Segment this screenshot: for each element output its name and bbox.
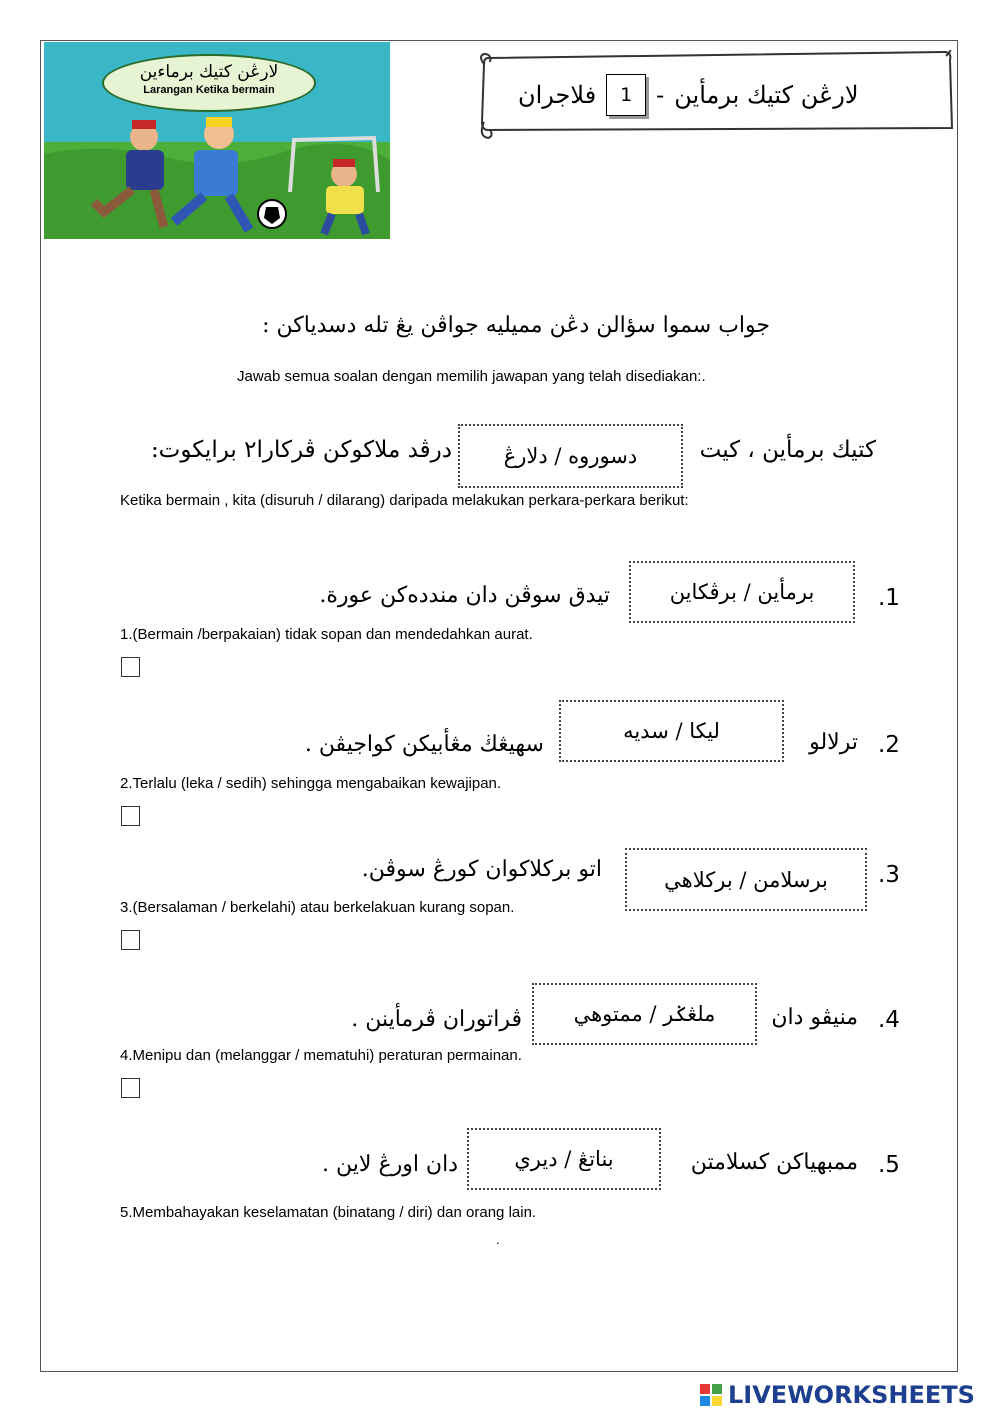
instruction-arabic: جواب سموا سؤالن دڠن مميليه جواڤن يڠ تله دسدياكن :	[262, 313, 770, 338]
liveworksheets-logo	[700, 1380, 975, 1410]
question-1-arabic-after: تيدق سوڤن دان مندده‌كن عورة.	[319, 583, 610, 608]
lesson-title-prefix: فلاجران	[518, 81, 597, 109]
intro-arabic-end: درڤد ملاكوكن ڤركارا٢ برايكوت:	[150, 437, 452, 463]
question-3-number: .3	[878, 862, 900, 888]
question-4-choice-box[interactable]: ملڠݢر / ممتوهي	[532, 983, 757, 1045]
question-2-choice-box[interactable]: ليكا / سديه	[559, 700, 784, 762]
question-4-number: .4	[878, 1007, 900, 1033]
question-1-choice-box[interactable]: برمأين / برڤكاين	[629, 561, 855, 623]
intro-latin: Ketika bermain , kita (disuruh / dilarang) daripada melakukan perkara-perkara berikut:	[120, 492, 689, 509]
question-5-number: .5	[878, 1152, 900, 1178]
question-5-choice-box[interactable]: بناتڠ / ديري	[467, 1128, 661, 1190]
question-5-arabic-after: دان اورڠ لاين .	[322, 1152, 458, 1177]
logo-grid-icon	[700, 1384, 722, 1406]
question-4-checkbox[interactable]	[121, 1078, 140, 1098]
question-3-choice-box[interactable]: برسلامن / بركلاهي	[625, 848, 867, 911]
illustration-caption	[102, 54, 316, 112]
question-2-arabic-after: سهيڠڬ مڠأبيكن كواجيڤن .	[304, 732, 544, 757]
question-2-number: .2	[878, 732, 900, 758]
intro-arabic-start: كتيك برمأين ، كيت	[699, 437, 876, 463]
logo-text: LIVEWORKSHEETS	[728, 1381, 975, 1409]
lesson-title-banner	[478, 50, 954, 142]
lesson-title	[518, 70, 918, 120]
question-1-latin: 1.(Bermain /berpakaian) tidak sopan dan mendedahkan aurat.	[120, 626, 533, 643]
lesson-title-dash: -	[656, 81, 665, 109]
question-2-latin: 2.Terlalu (leka / sedih) sehingga mengabaikan kewajipan.	[120, 775, 502, 792]
lesson-title-topic: لارڠن كتيك برمأين	[674, 81, 859, 109]
question-2-checkbox[interactable]	[121, 806, 140, 826]
illustration-caption-latin: Larangan Ketika bermain	[143, 84, 275, 96]
question-1-number: .1	[878, 585, 900, 611]
intro-choice-box[interactable]: دسوروه / دلارڠ	[458, 424, 683, 488]
question-3-arabic-after: اتو بركلاكوان كورڠ سوڤن.	[361, 857, 602, 882]
lesson-number-box: 1	[606, 74, 646, 116]
footer-dot: .	[496, 1232, 500, 1247]
instruction-latin: Jawab semua soalan dengan memilih jawapan yang telah disediakan:.	[237, 368, 706, 385]
question-4-arabic-after: ڤراتوران ڤرمأينن .	[351, 1007, 522, 1032]
kids-playing-illustration	[44, 42, 390, 239]
illustration-caption-arabic: لارڠن كتيك برماءين	[139, 62, 279, 82]
question-4-arabic-before: منيڤو دان	[771, 1005, 858, 1030]
question-2-arabic-before: ترلالو	[809, 730, 858, 755]
question-5-arabic-before: ممبهياكن كسلامتن	[690, 1150, 858, 1175]
question-5-latin: 5.Membahayakan keselamatan (binatang / diri) dan orang lain.	[120, 1204, 537, 1221]
question-3-checkbox[interactable]	[121, 930, 140, 950]
question-3-latin: 3.(Bersalaman / berkelahi) atau berkelakuan kurang sopan.	[120, 899, 515, 916]
question-4-latin: 4.Menipu dan (melanggar / mematuhi) peraturan permainan.	[120, 1047, 522, 1064]
question-1-checkbox[interactable]	[121, 657, 140, 677]
